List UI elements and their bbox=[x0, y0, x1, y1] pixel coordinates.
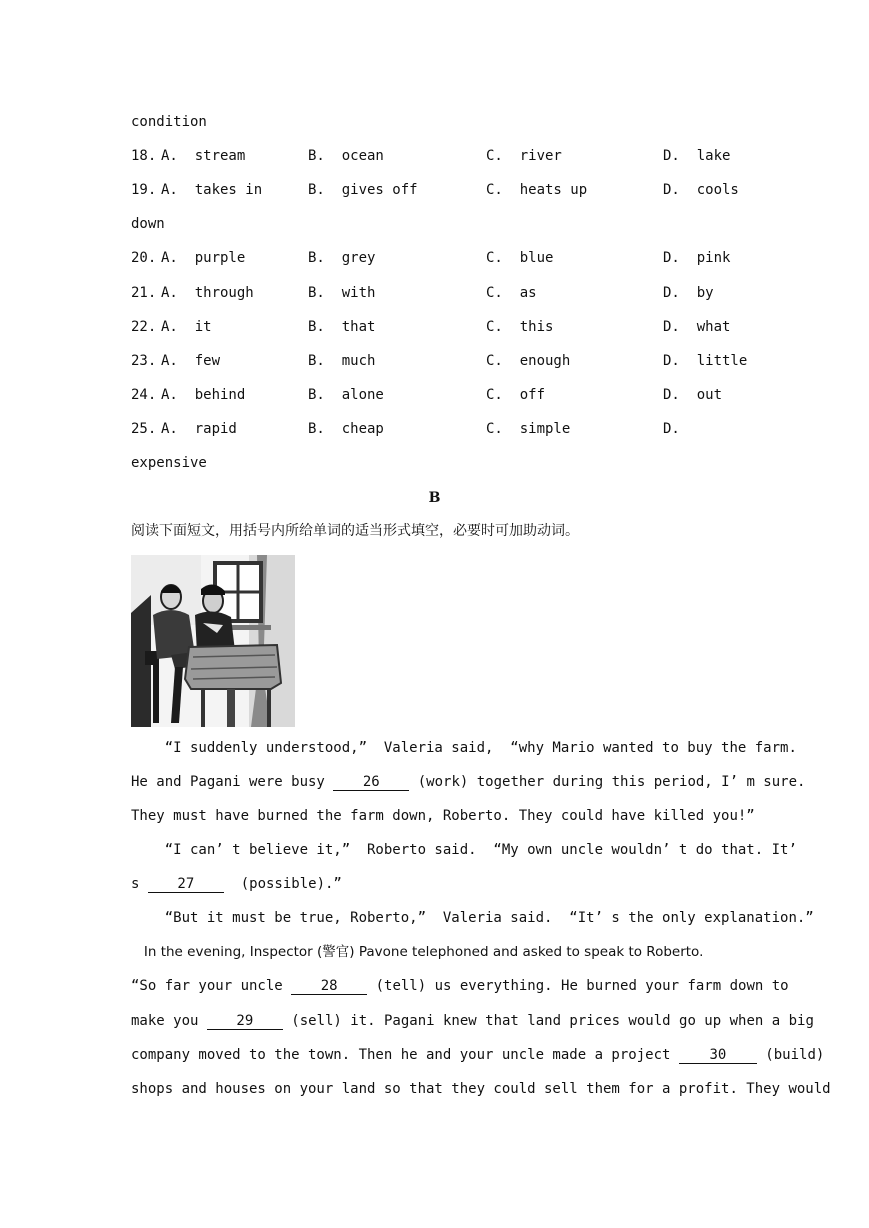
passage-text: (possible).” bbox=[223, 876, 342, 892]
passage-text: company moved to the town. Then he and your uncle made a project bbox=[131, 1047, 679, 1063]
option-a: A. takes in bbox=[161, 182, 263, 198]
option-d: D. lake bbox=[663, 148, 731, 164]
answer-blank-30[interactable]: 30 bbox=[679, 1047, 757, 1064]
section-title: B bbox=[428, 490, 441, 506]
question-number: 20. bbox=[131, 250, 157, 266]
passage-text: “So far your uncle bbox=[131, 978, 292, 994]
option-c: C. enough bbox=[486, 353, 571, 369]
option-b: B. cheap bbox=[308, 421, 384, 437]
passage-line: shops and houses on your land so that they could sell them for a profit. They would bbox=[131, 1081, 831, 1097]
passage-line: In the evening, Inspector (警官) Pavone telephoned and asked to speak to Roberto. bbox=[131, 944, 704, 960]
passage-line: They must have burned the farm down, Roberto. They could have killed you!” bbox=[131, 808, 755, 824]
answer-blank-28[interactable]: 28 bbox=[291, 978, 367, 995]
answer-blank-26[interactable]: 26 bbox=[333, 774, 409, 791]
passage-text: make you bbox=[131, 1013, 207, 1029]
passage-line bbox=[131, 773, 805, 791]
option-d: D. what bbox=[663, 319, 731, 335]
option-c: C. off bbox=[486, 387, 546, 403]
option-d: D. little bbox=[663, 353, 748, 369]
passage-text: s bbox=[131, 876, 148, 892]
option-d: D. bbox=[663, 421, 680, 437]
wrapped-option-text: down bbox=[131, 216, 165, 232]
passage-text: (sell) it. Pagani knew that land prices would go up when a big bbox=[282, 1013, 814, 1029]
option-b: B. much bbox=[308, 353, 376, 369]
passage-text: He and Pagani were busy bbox=[131, 774, 334, 790]
answer-blank-29[interactable]: 29 bbox=[207, 1013, 283, 1030]
passage-text: (work) together during this period, I’ m sure. bbox=[409, 774, 806, 790]
option-d: D. pink bbox=[663, 250, 731, 266]
option-b: B. ocean bbox=[308, 148, 384, 164]
option-c: C. as bbox=[486, 285, 537, 301]
option-b: B. that bbox=[308, 319, 376, 335]
wrapped-option-text: condition bbox=[131, 114, 207, 130]
instruction-text: 阅读下面短文，用括号内所给单词的适当形式填空，必要时可加助动词。 bbox=[131, 523, 579, 539]
passage-line bbox=[131, 875, 342, 893]
option-b: B. gives off bbox=[308, 182, 418, 198]
option-c: C. heats up bbox=[486, 182, 588, 198]
question-number: 22. bbox=[131, 319, 157, 335]
passage-text: (tell) us everything. He burned your farm down to bbox=[367, 978, 789, 994]
option-b: B. alone bbox=[308, 387, 384, 403]
question-number: 18. bbox=[131, 148, 157, 164]
passage-line bbox=[131, 1046, 824, 1064]
illustration-image bbox=[131, 555, 295, 727]
wrapped-option-text: expensive bbox=[131, 455, 207, 471]
option-a: A. stream bbox=[161, 148, 246, 164]
answer-blank-27[interactable]: 27 bbox=[148, 876, 224, 893]
passage-line: “I can’ t believe it,” Roberto said. “My own uncle wouldn’ t do that. It’ bbox=[131, 842, 797, 858]
option-c: C. river bbox=[486, 148, 562, 164]
passage-line bbox=[131, 1012, 814, 1030]
option-d: D. by bbox=[663, 285, 714, 301]
option-a: A. few bbox=[161, 353, 221, 369]
option-c: C. simple bbox=[486, 421, 571, 437]
passage-line: “But it must be true, Roberto,” Valeria said. “It’ s the only explanation.” bbox=[131, 910, 814, 926]
option-a: A. it bbox=[161, 319, 212, 335]
option-b: B. with bbox=[308, 285, 376, 301]
passage-line: “I suddenly understood,” Valeria said, “why Mario wanted to buy the farm. bbox=[131, 740, 797, 756]
option-c: C. this bbox=[486, 319, 554, 335]
option-d: D. out bbox=[663, 387, 723, 403]
passage-text: (build) bbox=[756, 1047, 825, 1063]
option-d: D. cools bbox=[663, 182, 739, 198]
option-b: B. grey bbox=[308, 250, 376, 266]
option-a: A. through bbox=[161, 285, 254, 301]
option-a: A. rapid bbox=[161, 421, 237, 437]
question-number: 25. bbox=[131, 421, 157, 437]
passage-line bbox=[131, 977, 789, 995]
question-number: 23. bbox=[131, 353, 157, 369]
option-c: C. blue bbox=[486, 250, 554, 266]
option-a: A. purple bbox=[161, 250, 246, 266]
option-a: A. behind bbox=[161, 387, 246, 403]
question-number: 24. bbox=[131, 387, 157, 403]
question-number: 21. bbox=[131, 285, 157, 301]
question-number: 19. bbox=[131, 182, 157, 198]
